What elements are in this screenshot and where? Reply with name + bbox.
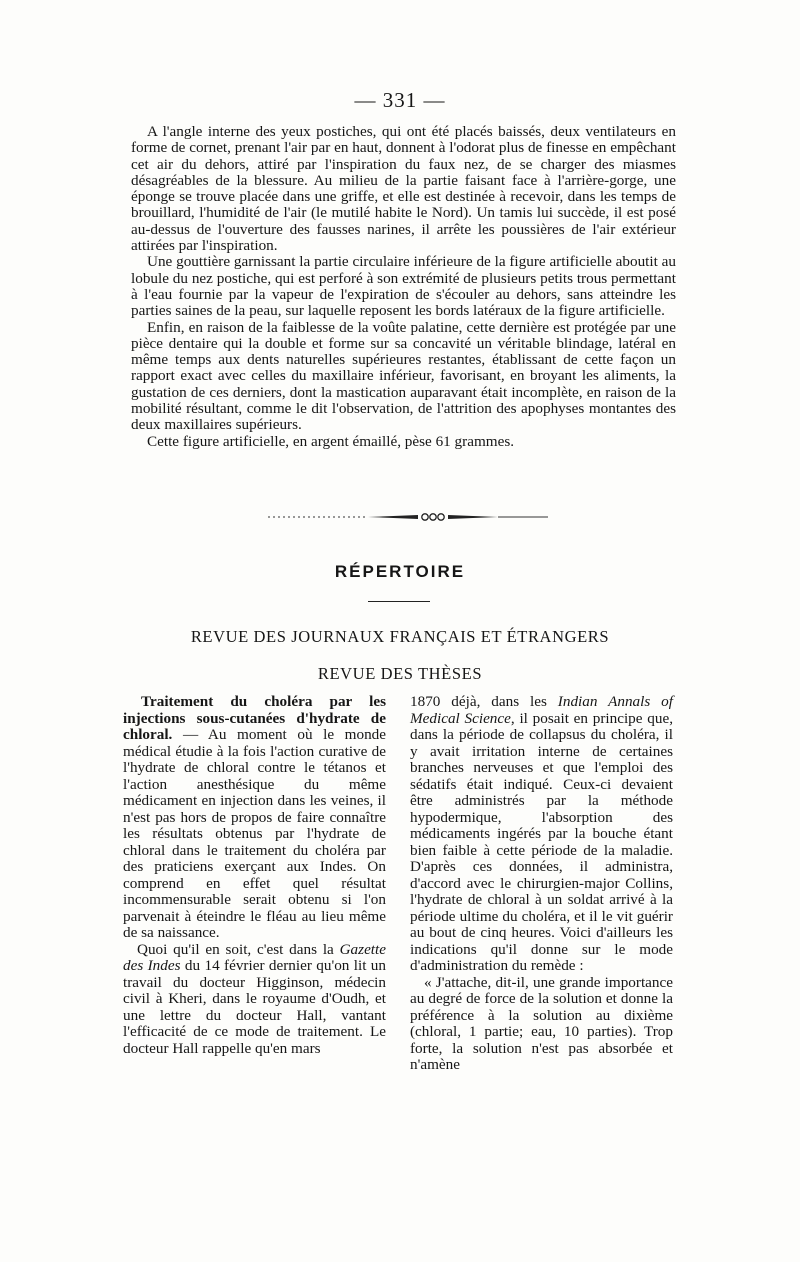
intro-paragraph-3: Enfin, en raison de la faiblesse de la voûte palatine, cette dernière est protégée par une pièce dentaire qui la double et forme sur sa concavité un véritable blindage, latéral en même temps aux dents naturelles supérieures restantes, établissant de cette façon un rapport exact avec celles du maxillaire inférieur, favorisant, en broyant les aliments, la gustation de ces derniers, dont la mastication auparavant était incomplète, en raison de la mobilité résultant, comme le dit l'observation, de l'attrition des apophyses montantes des deux maxillaires supérieurs. bbox=[131, 318, 676, 434]
article-text-2b: du 14 février dernier qu'on lit un travail du docteur Higginson, médecin civil à Kheri, dans le royaume d'Oudh, et une lettre du docteur Hall, vantant l'efficacité de ce mode de traitement. Le docteur Hall rappelle qu'en mars bbox=[123, 957, 386, 1057]
article-text-1: — Au moment où le monde médical étudie à la fois l'action curative de l'hydrate de chloral contre le tétanos et l'action anesthésique du même médicament en injection dans les veines, il n'est pas hors de propos de faire connaître les résultats obtenus par l'hydrate de chloral dans le traitement du choléra par des praticiens exerçant aux Indes. On comprend en effet quel résultat incommensurable serait obtenu si l'on parvenait à éteindre le fléau au lieu même de sa naissance. bbox=[123, 726, 386, 941]
left-column bbox=[123, 694, 386, 1057]
journals-heading: REVUE DES JOURNAUX FRANÇAIS ET ÉTRANGERS bbox=[190, 627, 610, 646]
ornament-swell-left bbox=[368, 515, 418, 519]
ornament-loop-1 bbox=[422, 514, 428, 520]
article-paragraph-4: « J'attache, dit-il, une grande importance au degré de force de la solution et donne la préférence à la solution au dixième (chloral, 1 partie; eau, 10 parties). Trop forte, la solution n'est pas absorbée et n'amène bbox=[410, 973, 673, 1073]
ornament-swell-right bbox=[448, 515, 498, 519]
theses-heading: REVUE DES THÈSES bbox=[317, 664, 483, 683]
article-paragraph-3 bbox=[410, 694, 673, 975]
intro-paragraph-2: Une gouttière garnissant la partie circulaire inférieure de la figure artificielle aboutit au lobule du nez postiche, qui est perforé à son extrémité de plusieurs petits trous permettant à l'eau fournie par la vapeur de l'expiration de s'écouler au dehors, sans atteindre les parties saines de la peau, sur laquelle reposent les bords latéraux de la figure artificielle. bbox=[131, 253, 676, 320]
article-paragraph-1 bbox=[123, 694, 386, 942]
ornament-loop-3 bbox=[438, 514, 444, 520]
article-paragraph-2 bbox=[123, 942, 386, 1058]
intro-text bbox=[131, 124, 676, 450]
right-column bbox=[410, 694, 673, 1074]
article-text-3b: , il posait en principe que, dans la période de collapsus du choléra, il y avait irritation interne de certaines branches nerveuses et que l'emploi des sédatifs était indiqué. Ceux-ci devaient être administrés par la méthode hypodermique, l'absorption des médicaments ingérés par la bouche étant bien faible à cette période de la maladie. D'après ces données, il administra, d'accord avec le chirurgien-major Collins, l'hydrate de chloral à un soldat arrivé à la période ultime du choléra, et il le vit guérir au bout de cinq heures. Voici d'ailleurs les indications qu'il donne sur le mode d'administration du remède : bbox=[410, 709, 673, 974]
journal-name-indian-annals: Indian Annals of Medical Science bbox=[410, 693, 673, 727]
title-underline bbox=[368, 601, 430, 602]
article-text-2a: Quoi qu'il en soit, c'est dans la bbox=[137, 940, 340, 958]
page-number: — 331 — bbox=[354, 88, 446, 112]
journal-name-gazette: Gazette des Indes bbox=[123, 940, 386, 974]
ornament-divider bbox=[268, 509, 548, 525]
ornament-loop-2 bbox=[430, 514, 436, 520]
section-title: RÉPERTOIRE bbox=[334, 562, 466, 581]
article-title: Traitement du choléra par les injections sous-cutanées d'hydrate de chloral. bbox=[123, 693, 386, 743]
intro-paragraph-1: A l'angle interne des yeux postiches, qui ont été placés baissés, deux ventilateurs en forme de cornet, prenant l'air par en haut, donnent à l'odorat plus de finesse en empêchant cet air du dehors, attiré par l'inspiration du faux nez, de se charger des miasmes désagréables de la blessure. Au milieu de la partie faisant face à l'arrière-gorge, une éponge se trouve placée dans une griffe, et elle est destinée à recevoir, dans les temps de brouillard, l'humidité de l'air (le mutilé habite le Nord). Un tamis lui succède, il est posé au-dessus de l'ouverture des fausses narines, il arrête les poussières de l'air extérieur attirées par l'inspiration. bbox=[131, 123, 676, 255]
article-text-3a: 1870 déjà, dans les bbox=[410, 693, 558, 710]
intro-paragraph-4: Cette figure artificielle, en argent émaillé, pèse 61 grammes. bbox=[147, 432, 515, 450]
